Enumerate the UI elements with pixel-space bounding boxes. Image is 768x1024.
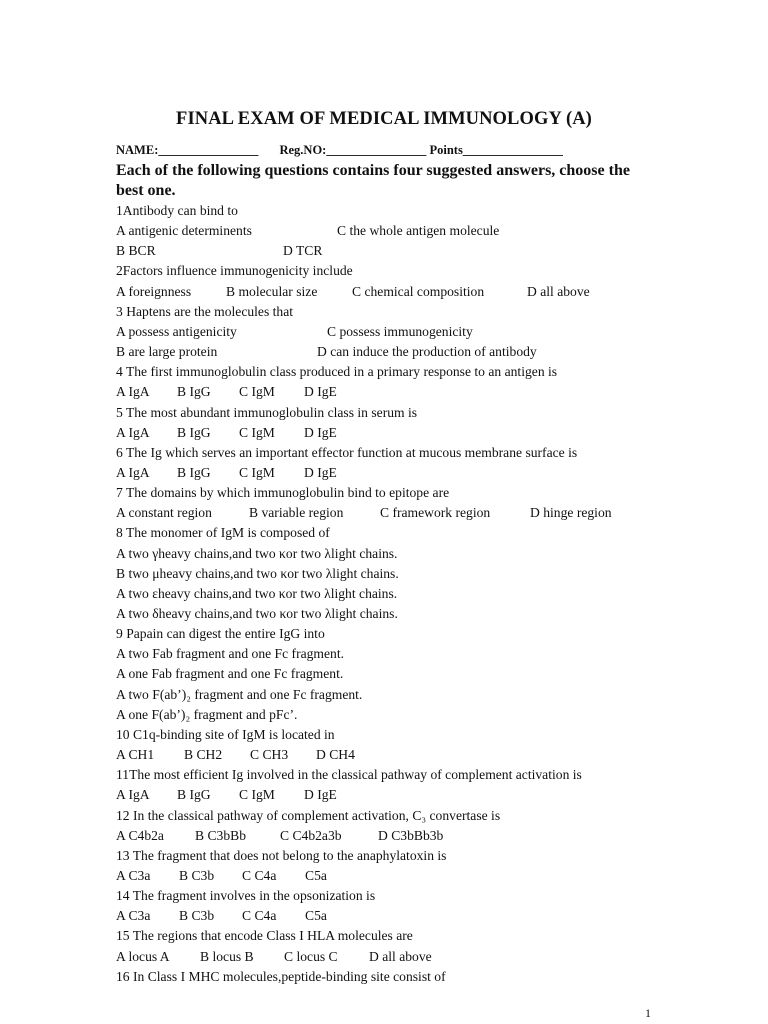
- answer-option: C chemical composition: [352, 283, 485, 299]
- answer-option: D all above: [527, 283, 590, 299]
- answer-option: B molecular size: [226, 283, 318, 299]
- answer-option: C5a: [305, 867, 327, 883]
- instructions: Each of the following questions contains four suggested answers, choose the best one.: [116, 162, 630, 199]
- answer-option: A possess antigenicity: [116, 323, 237, 339]
- answer-options: [116, 786, 676, 804]
- answer-options: [116, 867, 676, 885]
- question-line: 12 In the classical pathway of complement activation, C₃ convertase is: [116, 807, 501, 823]
- question-line: 11The most efficient Ig involved in the classical pathway of complement activation is: [116, 767, 582, 783]
- answer-options: [116, 323, 676, 341]
- answer-option: C C4a: [242, 867, 277, 883]
- answer-options: [116, 746, 676, 764]
- answer-option: B are large protein: [116, 344, 218, 360]
- answer-option: D all above: [369, 948, 432, 964]
- answer-option: C IgM: [239, 787, 275, 803]
- answer-option: C CH3: [250, 747, 289, 763]
- question-line: 10 C1q-binding site of IgM is located in: [116, 726, 335, 742]
- answer-option: A C3a: [116, 908, 151, 924]
- question-line: A two εheavy chains,and two κor two λlight chains.: [116, 585, 398, 601]
- question-line: 9 Papain can digest the entire IgG into: [116, 626, 325, 642]
- exam-title: FINAL EXAM OF MEDICAL IMMUNOLOGY (A): [176, 109, 592, 129]
- answer-option: B variable region: [249, 505, 344, 521]
- answer-options: [116, 424, 676, 442]
- question-line: 2Factors influence immunogenicity include: [116, 263, 353, 279]
- answer-option: D IgE: [304, 424, 337, 440]
- question-line: 6 The Ig which serves an important effector function at mucous membrane surface is: [116, 444, 578, 460]
- question-line: B two μheavy chains,and two κor two λlight chains.: [116, 565, 399, 581]
- answer-option: B C3b: [179, 867, 215, 883]
- question-line: A two γheavy chains,and two κor two λlight chains.: [116, 545, 398, 561]
- question-line: A one F(ab’)₂ fragment and pFc’.: [116, 706, 298, 722]
- answer-options: [116, 343, 676, 361]
- answer-option: A CH1: [116, 747, 155, 763]
- answer-option: B IgG: [177, 787, 211, 803]
- answer-option: C C4b2a3b: [280, 827, 342, 843]
- points-field: Points________________: [429, 143, 563, 157]
- answer-option: B BCR: [116, 243, 156, 259]
- student-info-line: [116, 143, 563, 158]
- answer-options: [116, 242, 676, 260]
- answer-option: A IgA: [116, 384, 150, 400]
- question-line: 8 The monomer of IgM is composed of: [116, 525, 330, 541]
- answer-option: D CH4: [316, 747, 355, 763]
- answer-option: C the whole antigen molecule: [337, 223, 500, 239]
- answer-option: A IgA: [116, 464, 150, 480]
- answer-option: B locus B: [200, 948, 254, 964]
- question-line: 4 The first immunoglobulin class produced in a primary response to an antigen is: [116, 364, 558, 380]
- answer-option: A antigenic determinents: [116, 223, 252, 239]
- answer-option: B IgG: [177, 384, 211, 400]
- name-field: NAME:________________: [116, 143, 259, 157]
- answer-option: A C4b2a: [116, 827, 164, 843]
- answer-option: D TCR: [283, 243, 323, 259]
- answer-option: A constant region: [116, 505, 212, 521]
- answer-option: C framework region: [380, 505, 491, 521]
- answer-option: B CH2: [184, 747, 223, 763]
- question-line: A one Fab fragment and one Fc fragment.: [116, 666, 344, 682]
- answer-option: B IgG: [177, 464, 211, 480]
- question-line: A two F(ab’)₂ fragment and one Fc fragment.: [116, 686, 363, 702]
- answer-option: B C3bBb: [195, 827, 246, 843]
- question-line: 3 Haptens are the molecules that: [116, 303, 294, 319]
- answer-option: D C3bBb3b: [378, 827, 444, 843]
- question-line: 15 The regions that encode Class I HLA molecules are: [116, 928, 413, 944]
- question-line: 5 The most abundant immunoglobulin class in serum is: [116, 404, 418, 420]
- answer-options: [116, 907, 676, 925]
- answer-option: D can induce the production of antibody: [317, 344, 537, 360]
- answer-option: A locus A: [116, 948, 170, 964]
- question-line: 1Antibody can bind to: [116, 203, 238, 218]
- answer-option: D IgE: [304, 464, 337, 480]
- answer-options: [116, 383, 676, 401]
- answer-option: C IgM: [239, 384, 275, 400]
- answer-option: B IgG: [177, 424, 211, 440]
- answer-option: D IgE: [304, 384, 337, 400]
- answer-options: [116, 464, 676, 482]
- question-line: 16 In Class I MHC molecules,peptide-binding site consist of: [116, 968, 446, 984]
- answer-option: A IgA: [116, 424, 150, 440]
- question-line: A two Fab fragment and one Fc fragment.: [116, 646, 345, 662]
- answer-options: [116, 283, 676, 301]
- answer-option: C IgM: [239, 464, 275, 480]
- answer-option: A foreignness: [116, 283, 192, 299]
- answer-option: C C4a: [242, 908, 277, 924]
- answer-options: [116, 827, 676, 845]
- answer-option: C possess immunogenicity: [327, 323, 473, 339]
- answer-option: D IgE: [304, 787, 337, 803]
- question-line: 7 The domains by which immunoglobulin bind to epitope are: [116, 485, 450, 501]
- answer-option: C5a: [305, 908, 327, 924]
- answer-options: [116, 222, 676, 240]
- reg-no-field: Reg.NO:________________: [279, 143, 427, 157]
- question-line: 14 The fragment involves in the opsonization is: [116, 888, 376, 904]
- answer-option: A IgA: [116, 787, 150, 803]
- answer-option: D hinge region: [530, 505, 612, 521]
- answer-options: [116, 948, 676, 966]
- question-line: A two δheavy chains,and two κor two λlight chains.: [116, 606, 398, 621]
- answer-options: [116, 504, 676, 522]
- answer-option: C locus C: [284, 948, 338, 964]
- answer-option: A C3a: [116, 867, 151, 883]
- answer-option: C IgM: [239, 424, 275, 440]
- question-line: 13 The fragment that does not belong to the anaphylatoxin is: [116, 847, 447, 863]
- answer-option: B C3b: [179, 908, 215, 924]
- page-number: 1: [645, 1006, 651, 1020]
